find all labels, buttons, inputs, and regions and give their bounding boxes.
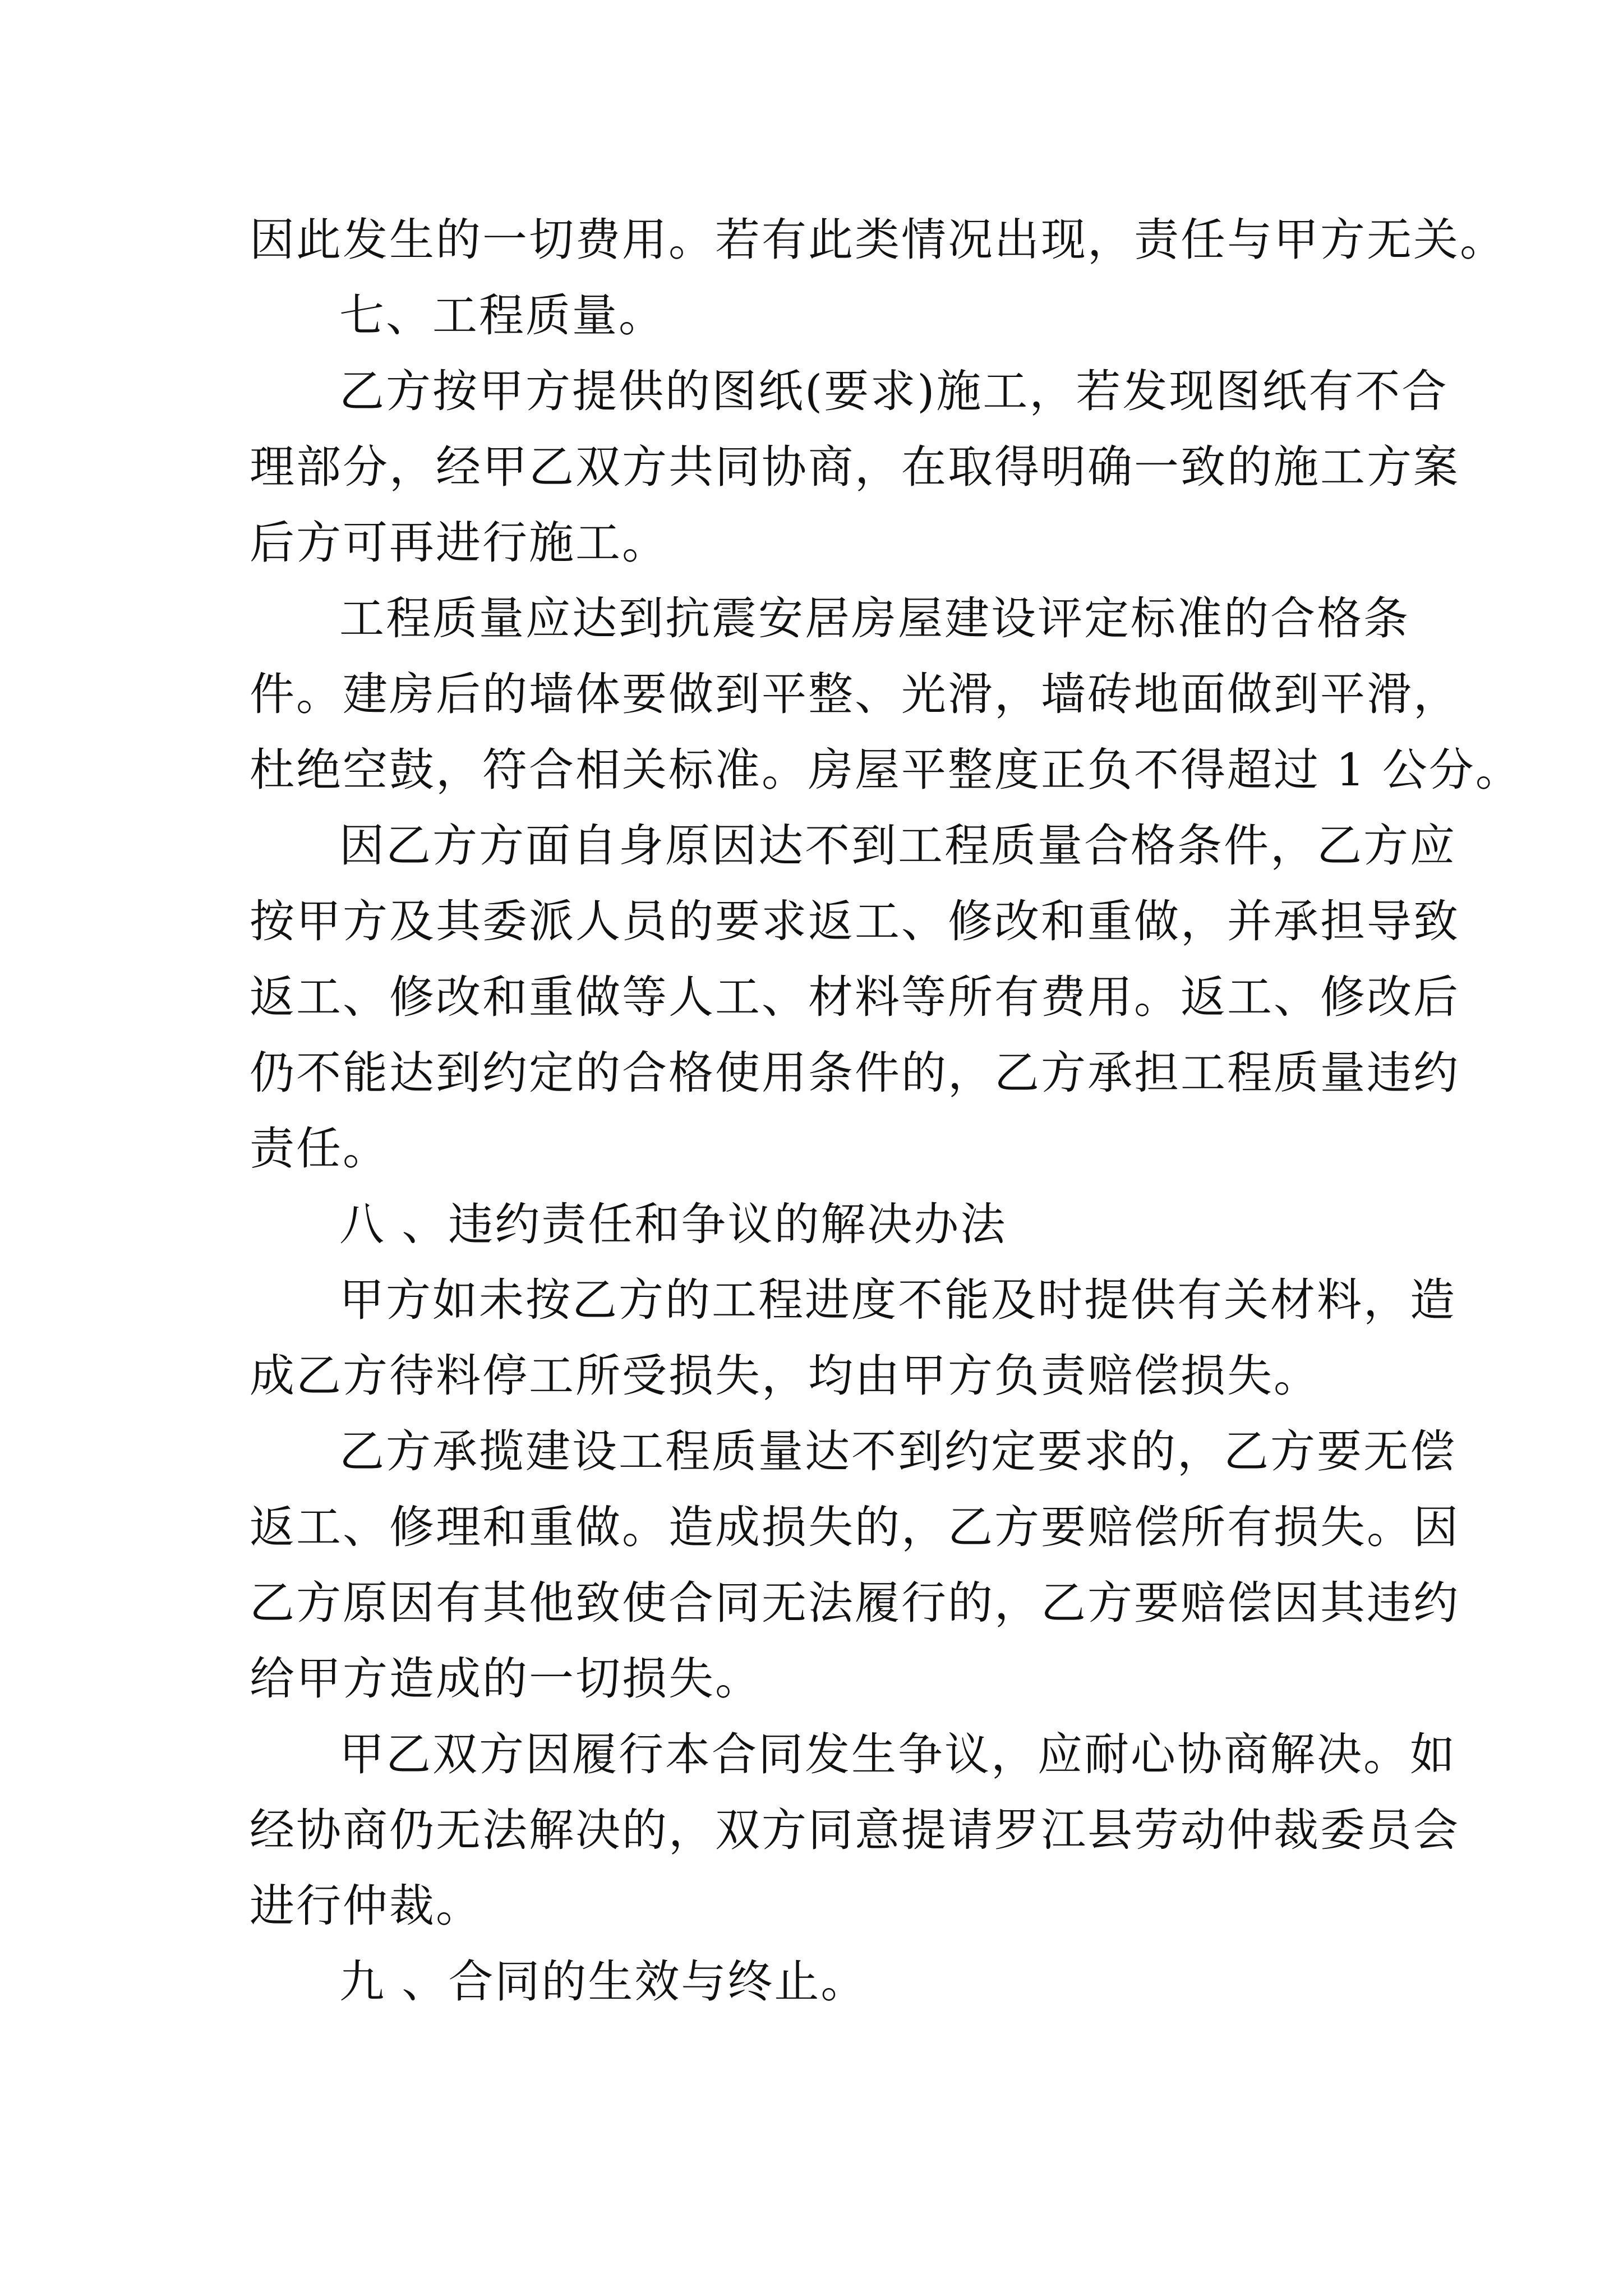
paragraph-line: 甲方如未按乙方的工程进度不能及时提供有关材料，造 [339,1274,1456,1326]
paragraph-line: 理部分，经甲乙双方共同协商，在取得明确一致的施工方案 [250,441,1460,493]
paragraph-line: 经协商仍无法解决的，双方同意提请罗江县劳动仲裁委员会 [250,1804,1460,1856]
paragraph-line: 乙方承揽建设工程质量达不到约定要求的，乙方要无偿 [339,1425,1456,1478]
paragraph-line: 因此发生的一切费用。若有此类情况出现，责任与甲方无关。 [250,214,1506,266]
paragraph-line: 进行仲裁。 [250,1880,482,1932]
paragraph-line: 按甲方及其委派人员的要求返工、修改和重做，并承担导致 [250,895,1460,947]
paragraph-line: 乙方按甲方提供的图纸(要求)施工，若发现图纸有不合 [339,365,1449,417]
paragraph-line: 因乙方方面自身原因达不到工程质量合格条件，乙方应 [339,820,1456,872]
paragraph-line: 责任。 [250,1122,389,1175]
paragraph-line: 杜绝空鼓，符合相关标准。房屋平整度正负不得超过 1 公分。 [250,744,1522,796]
paragraph-line: 仍不能达到约定的合格使用条件的，乙方承担工程质量违约 [250,1047,1460,1099]
paragraph-line: 成乙方待料停工所受损失，均由甲方负责赔偿损失。 [250,1350,1320,1402]
document-body [250,202,1522,2019]
paragraph-line: 返工、修改和重做等人工、材料等所有费用。返工、修改后 [250,971,1460,1023]
paragraph-line: 件。建房后的墙体要做到平整、光滑，墙砖地面做到平滑， [250,668,1460,720]
paragraph-line: 后方可再进行施工。 [250,517,668,569]
paragraph-line: 返工、修理和重做。造成损失的，乙方要赔偿所有损失。因 [250,1501,1460,1553]
paragraph-line: 给甲方造成的一切损失。 [250,1653,762,1705]
paragraph-line: 乙方原因有其他致使合同无法履行的，乙方要赔偿因其违约 [250,1577,1460,1629]
paragraph-line: 工程质量应达到抗震安居房屋建设评定标准的合格条 [339,592,1410,645]
section-heading-8: 八 、违约责任和争议的解决办法 [339,1198,1007,1250]
section-heading-7: 七、工程质量。 [339,289,665,342]
section-heading-9: 九 、合同的生效与终止。 [339,1955,868,2008]
paragraph-line: 甲乙双方因履行本合同发生争议，应耐心协商解决。如 [339,1728,1456,1780]
